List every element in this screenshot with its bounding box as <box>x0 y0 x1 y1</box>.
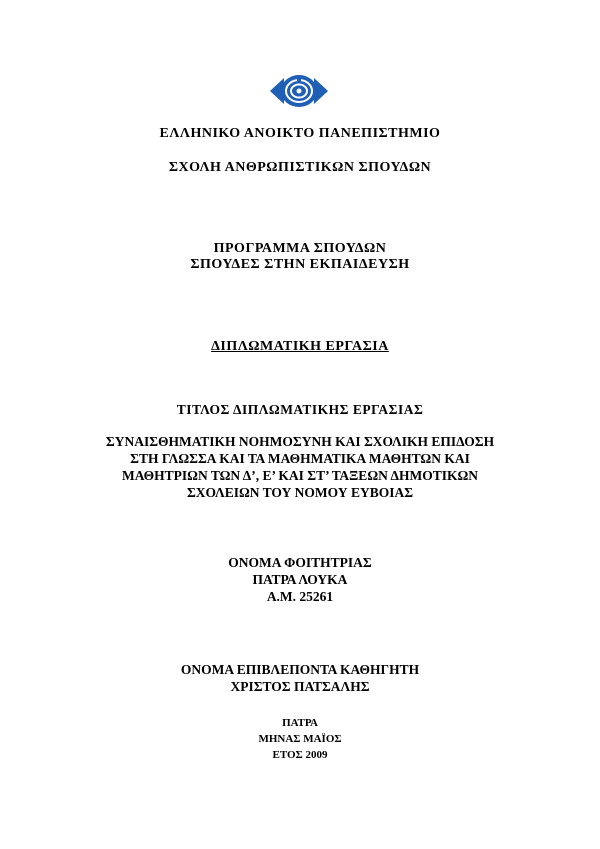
title-label: ΤΙΤΛΟΣ ΔΙΠΛΩΜΑΤΙΚΗΣ ΕΡΓΑΣΙΑΣ <box>176 402 424 417</box>
supervisor-name: ΧΡΙΣΤΟΣ ΠΑΤΣΑΛΗΣ <box>230 679 370 694</box>
footer-city: ΠΑΤΡΑ <box>282 717 318 729</box>
thesis-title-line: ΣΤΗ ΓΛΩΣΣΑ ΚΑΙ ΤΑ ΜΑΘΗΜΑΤΙΚΑ ΜΑΘΗΤΩΝ ΚΑΙ <box>130 451 470 466</box>
student-registration: Α.Μ. 25261 <box>266 589 334 604</box>
program-line-2: ΣΠΟΥΔΕΣ ΣΤΗΝ ΕΚΠΑΙΔΕΥΣΗ <box>190 257 410 272</box>
university-logo-icon <box>270 74 328 108</box>
supervisor-label: ΟΝΟΜΑ ΕΠΙΒΛΕΠΟΝΤΑ ΚΑΘΗΓΗΤΗ <box>180 662 420 677</box>
thesis-title-line: ΣΥΝΑΙΣΘΗΜΑΤΙΚΗ ΝΟΗΜΟΣΥΝΗ ΚΑΙ ΣΧΟΛΙΚΗ ΕΠΙΔΟΣΗ <box>105 434 495 449</box>
program-line-1: ΠΡΟΓΡΑΜΜΑ ΣΠΟΥΔΩΝ <box>213 241 387 256</box>
thesis-title-line: ΣΧΟΛΕΙΩΝ ΤΟΥ ΝΟΜΟΥ ΕΥΒΟΙΑΣ <box>186 485 414 500</box>
student-label: ΟΝΟΜΑ ΦΟΙΤΗΤΡΙΑΣ <box>228 555 372 570</box>
footer-year: ΕΤΟΣ 2009 <box>272 749 328 761</box>
thesis-heading: ΔΙΠΛΩΜΑΤΙΚΗ ΕΡΓΑΣΙΑ <box>211 339 389 354</box>
footer-month: ΜΗΝΑΣ ΜΑΪΟΣ <box>258 733 342 745</box>
student-name: ΠΑΤΡΑ ΛΟΥΚΑ <box>252 572 348 587</box>
thesis-title-line: ΜΑΘΗΤΡΙΩΝ ΤΩΝ Δ’, Ε’ ΚΑΙ ΣΤ’ ΤΑΞΕΩΝ ΔΗΜΟΤΙΚΩΝ <box>121 468 479 483</box>
university-name: ΕΛΛΗΝΙΚΟ ΑΝΟΙΚΤΟ ΠΑΝΕΠΙΣΤΗΜΙΟ <box>159 126 441 141</box>
school-name: ΣΧΟΛΗ ΑΝΘΡΩΠΙΣΤΙΚΩΝ ΣΠΟΥΔΩΝ <box>168 160 432 175</box>
